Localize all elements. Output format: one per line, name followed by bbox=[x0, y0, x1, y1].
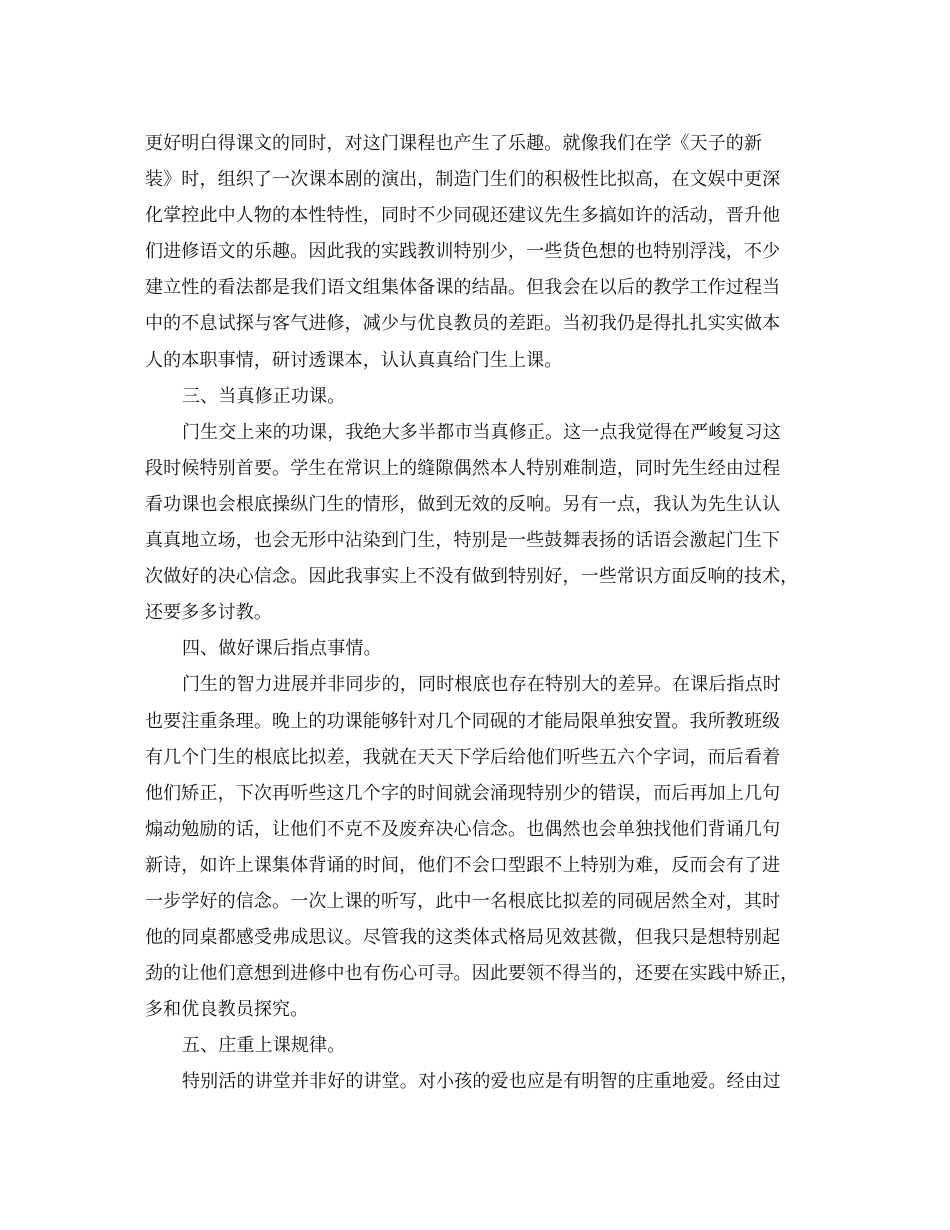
text-line: 中的不息试探与客气进修，减少与优良教员的差距。当初我仍是得扎扎实实做本 bbox=[145, 313, 781, 335]
text-line: 他们矫正，下次再听些这几个字的时间就会涌现特别少的错误，而后再加上几句 bbox=[145, 782, 781, 804]
text-line: 装》时，组织了一次课本剧的演出，制造门生们的积极性比拟高，在文娱中更深 bbox=[145, 169, 781, 191]
text-line: 有几个门生的根底比拟差，我就在天天下学后给他们听些五六个字词，而后看着 bbox=[145, 746, 781, 768]
body-text bbox=[145, 126, 825, 1101]
text-line: 也要注重条理。晚上的功课能够针对几个同砚的才能局限单独安置。我所教班级 bbox=[145, 710, 781, 732]
text-line: 还要多多讨教。 bbox=[145, 602, 273, 624]
text-line: 新诗，如许上课集体背诵的时间，他们不会口型跟不上特别为难，反而会有了进 bbox=[145, 854, 781, 876]
text-line: 一步学好的信念。一次上课的听写，此中一名根底比拟差的同砚居然全对，其时 bbox=[145, 890, 781, 912]
text-line: 段时候特别首要。学生在常识上的缝隙偶然本人特别难制造，同时先生经由过程 bbox=[145, 457, 781, 479]
text-line: 建立性的看法都是我们语文组集体备课的结晶。但我会在以后的教学工作过程当 bbox=[145, 277, 781, 299]
text-line: 三、当真修正功课。 bbox=[182, 385, 346, 407]
text-line: 他的同桌都感受弗成思议。尽管我的这类体式格局见效甚微，但我只是想特别起 bbox=[145, 927, 781, 949]
text-line: 劲的让他们意想到进修中也有伤心可寻。因此要领不得当的，还要在实践中矫正， bbox=[145, 963, 799, 985]
text-line: 看功课也会根底操纵门生的情形，做到无效的反响。另有一点，我认为先生认认 bbox=[145, 493, 781, 515]
text-line: 次做好的决心信念。因此我事实上不没有做到特别好，一些常识方面反响的技术， bbox=[145, 566, 799, 588]
text-line: 更好明白得课文的同时，对这门课程也产生了乐趣。就像我们在学《天子的新 bbox=[145, 133, 763, 154]
text-line: 们进修语文的乐趣。因此我的实践教训特别少，一些货色想的也特别浮浅，不少 bbox=[145, 241, 781, 263]
text-line: 煽动勉励的话，让他们不克不及废弃决心信念。也偶然也会单独找他们背诵几句 bbox=[145, 818, 781, 840]
text-line: 四、做好课后指点事情。 bbox=[182, 638, 382, 660]
text-line: 人的本职事情，研讨透课本，认认真真给门生上课。 bbox=[145, 349, 563, 371]
text-line: 化掌控此中人物的本性特性，同时不少同砚还建议先生多搞如许的活动，晋升他 bbox=[145, 205, 781, 227]
text-line: 门生交上来的功课，我绝大多半都市当真修正。这一点我觉得在严峻复习这 bbox=[182, 421, 781, 443]
text-line: 多和优良教员探究。 bbox=[145, 999, 309, 1021]
text-line: 门生的智力进展并非同步的，同时根底也存在特别大的差异。在课后指点时 bbox=[182, 674, 781, 696]
text-line: 真真地立场，也会无形中沾染到门生，特别是一些鼓舞表扬的话语会激起门生下 bbox=[145, 530, 781, 552]
text-line: 特别活的讲堂并非好的讲堂。对小孩的爱也应是有明智的庄重地爱。经由过 bbox=[182, 1071, 781, 1093]
text-line: 五、庄重上课规律。 bbox=[182, 1035, 346, 1057]
